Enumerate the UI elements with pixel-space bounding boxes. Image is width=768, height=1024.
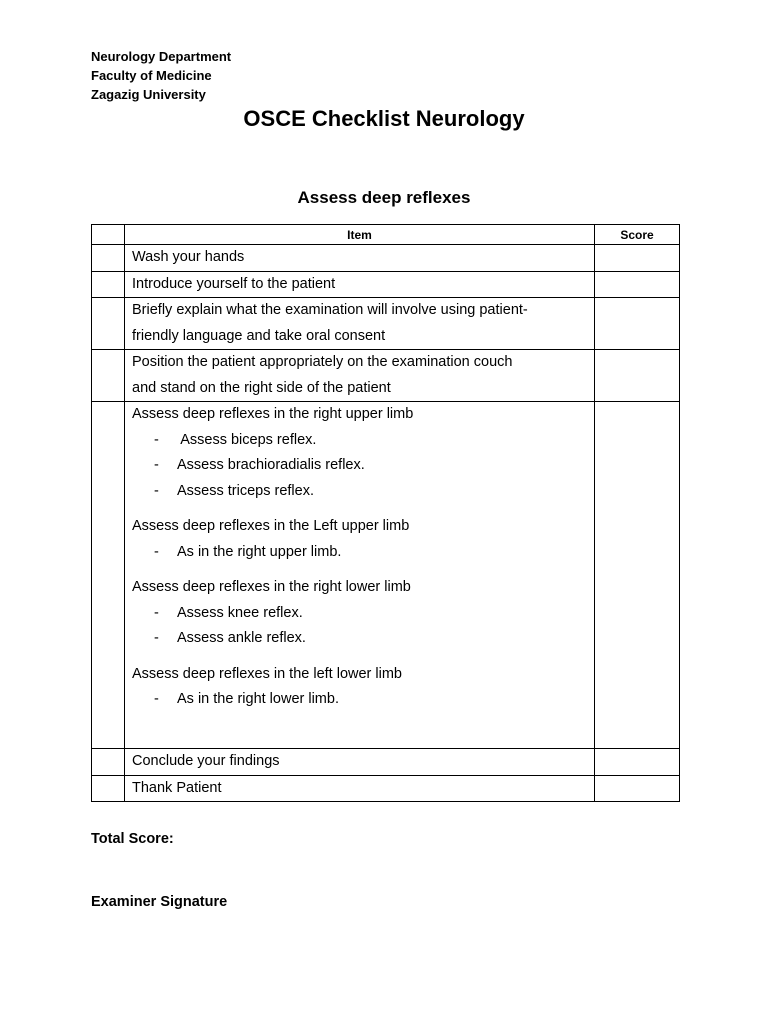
group-heading: Assess deep reflexes in the right lower limb	[132, 579, 411, 595]
bullet-text: Assess triceps reflex.	[177, 482, 314, 499]
group-heading: Assess deep reflexes in the Left upper limb	[132, 518, 410, 534]
bullet-text: As in the right upper limb.	[177, 543, 342, 560]
score-column-header: Score	[595, 225, 680, 245]
list-item	[132, 479, 594, 505]
score-cell[interactable]	[595, 350, 680, 402]
list-item	[132, 687, 594, 713]
checklist-table	[91, 224, 680, 802]
department-line: Neurology Department	[91, 49, 232, 64]
examiner-signature-label: Examiner Signature	[91, 894, 228, 910]
faculty-line: Faculty of Medicine	[91, 68, 212, 83]
department-header	[91, 47, 231, 104]
bullet-text: Assess brachioradialis reflex.	[177, 457, 365, 473]
bullet-dash: -	[154, 630, 159, 646]
bullet-text: Assess biceps reflex.	[177, 431, 317, 448]
table-row	[92, 775, 680, 802]
row-item-text	[125, 350, 595, 402]
bullet-text: Assess ankle reflex.	[177, 630, 306, 646]
table-row	[92, 402, 680, 749]
score-cell[interactable]	[595, 271, 680, 298]
row-item-line: and stand on the right side of the patient	[132, 379, 391, 396]
row-item-text: Wash your hands	[125, 245, 595, 272]
row-item-line: Position the patient appropriately on the examination couch	[132, 354, 513, 370]
list-item	[132, 453, 594, 479]
document-subtitle: Assess deep reflexes	[297, 188, 471, 207]
number-column-header	[92, 225, 125, 245]
bullet-dash: -	[154, 604, 159, 621]
bullet-dash: -	[154, 543, 159, 560]
list-item	[132, 428, 594, 454]
row-number-cell	[92, 245, 125, 272]
group-spacer	[132, 652, 594, 662]
university-line: Zagazig University	[91, 87, 206, 102]
list-item	[132, 601, 594, 627]
row-number-cell	[92, 402, 125, 749]
bullet-dash: -	[154, 431, 159, 448]
bullet-dash: -	[154, 482, 159, 499]
row-item-text: Introduce yourself to the patient	[125, 271, 595, 298]
row-number-cell	[92, 298, 125, 350]
item-column-header: Item	[125, 225, 595, 245]
document-title: OSCE Checklist Neurology	[243, 106, 525, 131]
score-cell[interactable]	[595, 298, 680, 350]
table-header-row	[92, 225, 680, 245]
score-cell[interactable]	[595, 402, 680, 749]
score-cell[interactable]	[595, 775, 680, 802]
score-cell[interactable]	[595, 749, 680, 776]
bullet-dash: -	[154, 691, 159, 707]
row-item-text	[125, 298, 595, 350]
bullet-dash: -	[154, 457, 159, 473]
row-item-text: Thank Patient	[125, 775, 595, 802]
table-row	[92, 271, 680, 298]
table-row	[92, 749, 680, 776]
row-item-line: friendly language and take oral consent	[132, 327, 386, 344]
row-item-line: Briefly explain what the examination will involve using patient-	[132, 302, 528, 318]
reflex-steps-cell	[125, 402, 595, 749]
table-row	[92, 350, 680, 402]
group-heading: Assess deep reflexes in the left lower limb	[132, 665, 402, 682]
bullet-text: Assess knee reflex.	[177, 604, 303, 621]
group-spacer	[132, 504, 594, 514]
list-item	[132, 540, 594, 566]
score-cell[interactable]	[595, 245, 680, 272]
group-heading: Assess deep reflexes in the right upper limb	[132, 406, 414, 422]
row-number-cell	[92, 775, 125, 802]
row-number-cell	[92, 749, 125, 776]
list-item	[132, 626, 594, 652]
table-row	[92, 298, 680, 350]
bullet-text: As in the right lower limb.	[177, 691, 339, 707]
total-score-label: Total Score:	[91, 831, 174, 847]
table-row	[92, 245, 680, 272]
row-number-cell	[92, 271, 125, 298]
row-number-cell	[92, 350, 125, 402]
group-spacer	[132, 565, 594, 575]
row-item-text: Conclude your findings	[125, 749, 595, 776]
